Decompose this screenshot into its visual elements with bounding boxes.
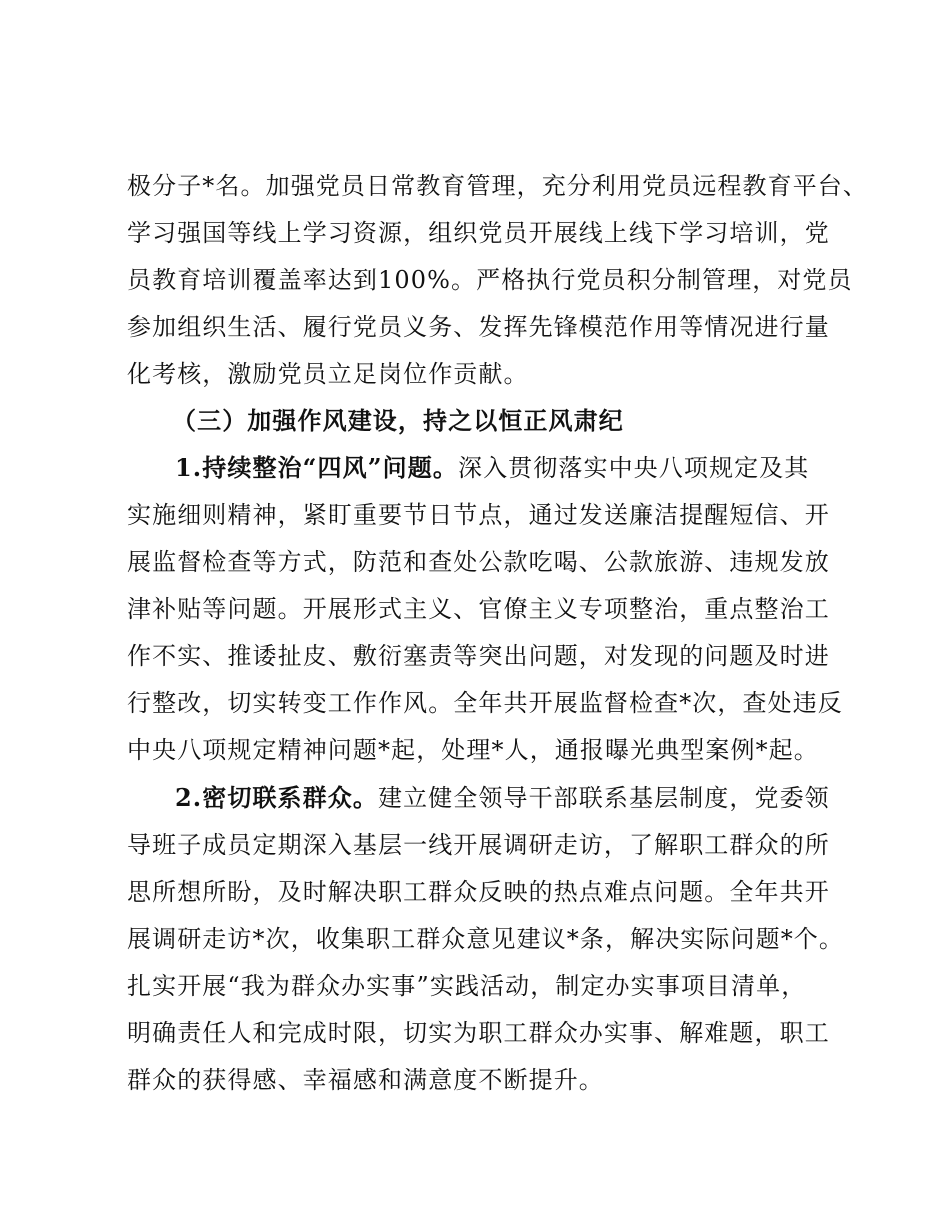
- item2-line-5: 扎实开展“我为群众办实事”实践活动，制定办实事项目清单，: [127, 972, 807, 1000]
- para1-line-3: 员教育培训覆盖率达到100%。严格执行党员积分制管理，对党员: [127, 266, 853, 294]
- item2-first-line-text: 建立健全领导干部联系基层制度，党委领: [377, 784, 830, 812]
- item2-line-4: 展调研走访*次，收集职工群众意见建议*条，解决实际问题*个。: [127, 925, 844, 953]
- para1-line-5: 化考核，激励党员立足岗位作贡献。: [127, 360, 529, 388]
- item2-line-7: 群众的获得感、幸福感和满意度不断提升。: [127, 1066, 604, 1094]
- item2-line-2: 导班子成员定期深入基层一线开展调研走访，了解职工群众的所: [127, 831, 830, 859]
- item1-title: 1.持续整治“四风”问题。: [175, 453, 458, 482]
- item2-line-3: 思所想所盼，及时解决职工群众反映的热点难点问题。全年共开: [127, 878, 830, 906]
- item1-line-2: 实施细则精神，紧盯重要节日节点，通过发送廉洁提醒短信、开: [127, 501, 830, 529]
- para1-line-2: 学习强国等线上学习资源，组织党员开展线上线下学习培训，党: [127, 219, 830, 247]
- item1-first-line-text: 深入贯彻落实中央八项规定及其: [457, 454, 810, 482]
- item2-line-6: 明确责任人和完成时限，切实为职工群众办实事、解难题，职工: [127, 1019, 830, 1047]
- item1-first-line: [175, 445, 809, 491]
- item1-line-5: 作不实、推诿扯皮、敷衍塞责等突出问题，对发现的问题及时进: [127, 642, 830, 670]
- item1-line-6: 行整改，切实转变工作作风。全年共开展监督检查*次，查处违反: [127, 689, 843, 717]
- item2-first-line: [175, 775, 830, 821]
- item1-line-7: 中央八项规定精神问题*起，处理*人，通报曝光典型案例*起。: [127, 736, 819, 764]
- para1-line-1: 极分子*名。加强党员日常教育管理，充分利用党员远程教育平台、: [127, 172, 868, 200]
- item2-title: 2.密切联系群众。: [175, 783, 378, 812]
- item1-line-4: 津补贴等问题。开展形式主义、官僚主义专项整治，重点整治工: [127, 595, 830, 623]
- para1-line-4: 参加组织生活、履行党员义务、发挥先锋模范作用等情况进行量: [127, 313, 830, 341]
- item1-line-3: 展监督检查等方式，防范和查处公款吃喝、公款旅游、违规发放: [127, 548, 830, 576]
- section-heading: （三）加强作风建设，持之以恒正风肃纪: [172, 406, 624, 435]
